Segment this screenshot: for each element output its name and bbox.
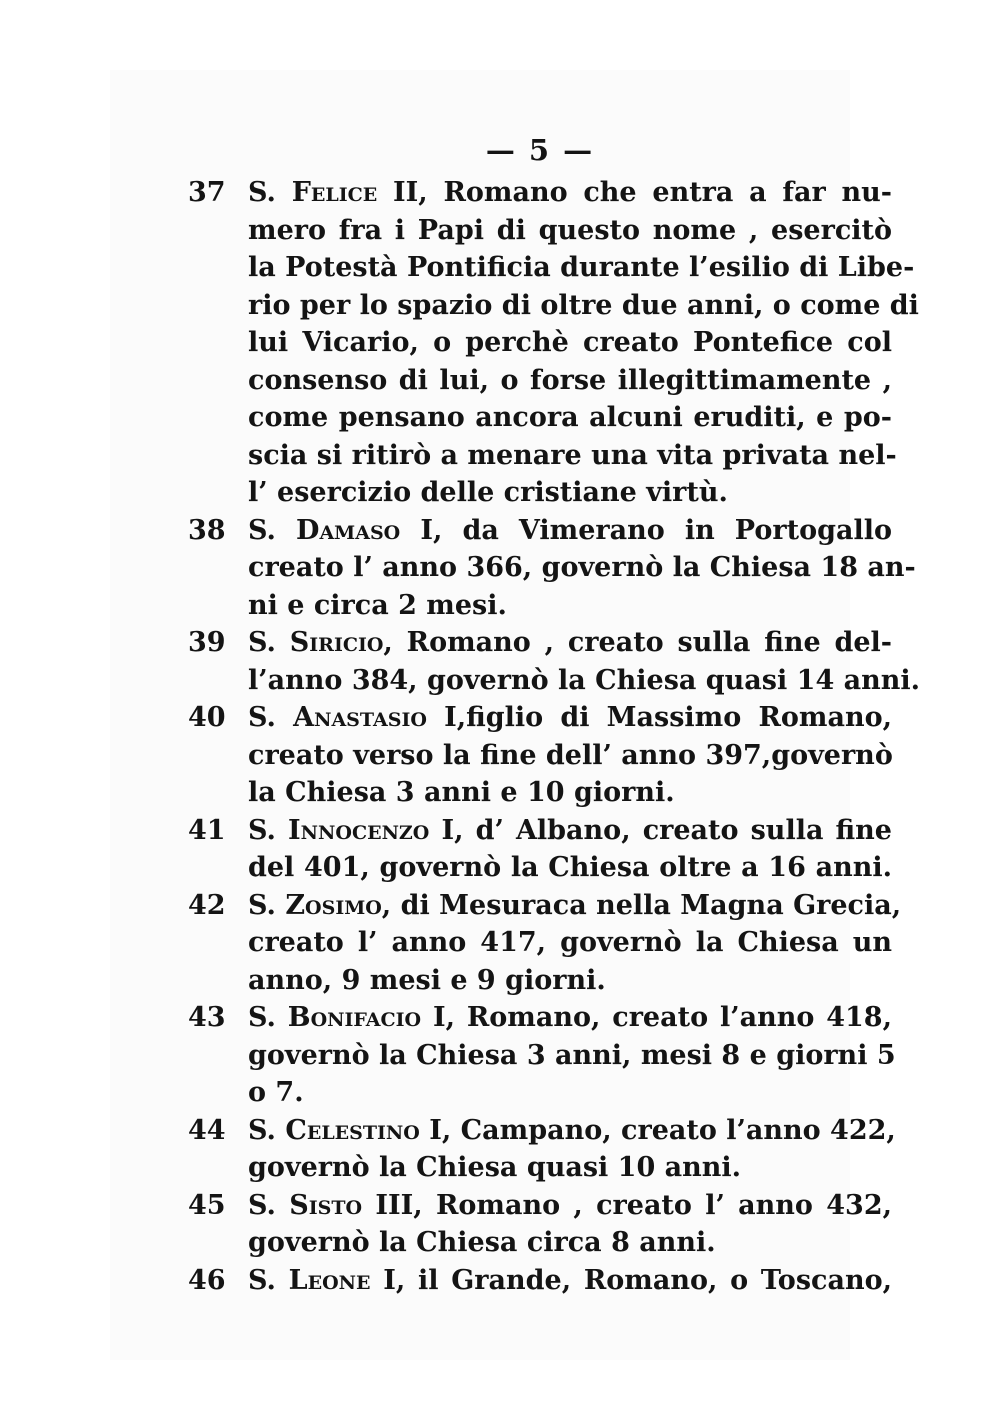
- entry-text: , Romano , creato sulla fine del-: [383, 627, 892, 658]
- entry-line: [248, 1187, 892, 1225]
- saint-prefix: S.: [248, 514, 297, 546]
- entry-line: l’anno 384, governò la Chiesa quasi 14 anni.: [248, 664, 921, 696]
- entry-line: [248, 812, 892, 850]
- entry-line: la Potestà Pontificia durante l’esilio di Libe-: [248, 252, 915, 283]
- entry-text: I,figlio di Massimo Romano,: [426, 702, 892, 733]
- entry-number: 43: [188, 1002, 226, 1033]
- pope-name: Leone: [288, 1264, 371, 1296]
- entry-line: mero fra i Papi di questo nome , esercitò: [248, 214, 892, 246]
- entry-line: scia si ritirò a menare una vita privata nel-: [248, 439, 897, 471]
- saint-prefix: S.: [248, 1264, 289, 1296]
- saint-prefix: S.: [248, 177, 292, 208]
- entry-line: del 401, governò la Chiesa oltre a 16 anni.: [248, 852, 892, 883]
- page-number: — 5 —: [485, 133, 595, 167]
- entry-number: 40: [188, 702, 226, 733]
- entry-line: [248, 1262, 892, 1300]
- pope-name: Bonifacio: [287, 1002, 422, 1033]
- entry-line: creato verso la fine dell’ anno 397,governò: [248, 739, 893, 771]
- entry-text: I, Campano, creato l’anno 422,: [419, 1114, 896, 1146]
- pope-name: Celestino: [285, 1114, 420, 1146]
- entry-number: 42: [188, 889, 226, 921]
- entry-number: 45: [188, 1189, 226, 1221]
- entry-line: [248, 512, 892, 550]
- pope-entry-42: [188, 887, 902, 1000]
- entry-line: consenso di lui, o forse illegittimamente ,: [248, 364, 892, 396]
- saint-prefix: S.: [248, 889, 286, 921]
- entry-text: III, Romano , creato l’ anno 432,: [362, 1189, 893, 1221]
- saint-prefix: S.: [248, 1189, 290, 1221]
- entry-line: [248, 999, 892, 1037]
- entry-line: rio per lo spazio di oltre due anni, o come di: [248, 289, 919, 321]
- pope-entry-37: [188, 174, 919, 512]
- pope-entry-40: [188, 699, 892, 812]
- entry-line: governò la Chiesa quasi 10 anni.: [248, 1152, 742, 1183]
- entry-line: lui Vicario, o perchè creato Pontefice col: [248, 327, 892, 358]
- entry-line: la Chiesa 3 anni e 10 giorni.: [248, 777, 675, 808]
- pope-entry-45: [188, 1187, 892, 1262]
- entry-text: , di Mesuraca nella Magna Grecia,: [381, 889, 902, 921]
- entry-line: come pensano ancora alcuni eruditi, e po-: [248, 402, 892, 433]
- pope-name: Innocenzo: [288, 814, 430, 846]
- pope-entry-43: [188, 999, 896, 1112]
- pope-entry-46: [188, 1262, 892, 1300]
- saint-prefix: S.: [248, 627, 290, 658]
- pope-name: Siricio: [289, 627, 384, 658]
- entry-number: 39: [188, 627, 226, 658]
- pope-name: Sisto: [289, 1189, 363, 1221]
- pope-entry-44: [188, 1112, 896, 1187]
- entry-text: I, da Vimerano in Portogallo: [400, 514, 892, 546]
- entry-line: governò la Chiesa 3 anni, mesi 8 e giorni 5: [248, 1039, 896, 1071]
- pope-name: Felice: [291, 177, 378, 208]
- entry-number: 41: [188, 814, 226, 846]
- entry-line: [248, 887, 902, 925]
- entry-line: creato l’ anno 417, governò la Chiesa un: [248, 927, 892, 958]
- entry-text: II, Romano che entra a far nu-: [377, 177, 892, 208]
- entry-line: l’ esercizio delle cristiane virtù.: [248, 477, 728, 508]
- pope-entry-41: [188, 812, 892, 887]
- saint-prefix: S.: [248, 702, 294, 733]
- entry-number: 38: [188, 514, 226, 546]
- entry-line: governò la Chiesa circa 8 anni.: [248, 1227, 716, 1258]
- saint-prefix: S.: [248, 814, 289, 846]
- pope-list: [188, 174, 921, 1299]
- entry-line: ni e circa 2 mesi.: [248, 589, 507, 621]
- entry-text: I, il Grande, Romano, o Toscano,: [370, 1264, 892, 1296]
- entry-line: creato l’ anno 366, governò la Chiesa 18 an-: [248, 552, 916, 583]
- pope-name: Zosimo: [285, 889, 382, 921]
- entry-text: I, Romano, creato l’anno 418,: [421, 1002, 892, 1033]
- entry-line: [248, 699, 892, 737]
- entry-number: 44: [188, 1114, 226, 1146]
- entry-line: [248, 1112, 896, 1150]
- pope-name: Damaso: [296, 514, 401, 546]
- pope-name: Anastasio: [293, 702, 427, 733]
- saint-prefix: S.: [248, 1002, 288, 1033]
- entry-number: 46: [188, 1264, 226, 1296]
- entry-text: I, d’ Albano, creato sulla fine: [429, 814, 892, 846]
- entry-number: 37: [188, 177, 226, 208]
- pope-entry-38: [188, 512, 916, 625]
- pope-entry-39: [188, 624, 921, 699]
- entry-line: [248, 624, 892, 662]
- entry-line: o 7.: [248, 1077, 304, 1108]
- saint-prefix: S.: [248, 1114, 286, 1146]
- entry-line: anno, 9 mesi e 9 giorni.: [248, 964, 606, 996]
- entry-line: [248, 174, 892, 212]
